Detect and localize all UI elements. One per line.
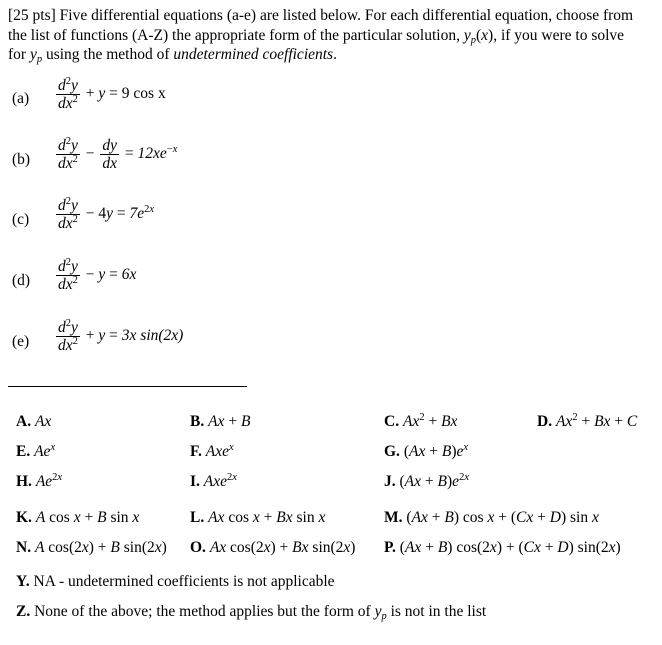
choice-P: P. (Ax + B) cos(2x) + (Cx + D) sin(2x) (384, 539, 621, 556)
choice-G: G. $(Ax + B)e^x$ (384, 442, 469, 460)
equation-label-d: (d) (12, 272, 31, 289)
choice-B: B. Ax + B (190, 413, 251, 430)
equation-e: $\frac{d^2y}{dx^2}$ + y = 3x sin(2x) (58, 318, 184, 354)
choice-N: N. A cos(2x) + B sin(2x) (16, 539, 167, 556)
intro-line-2: the list of functions (A-Z) the appropriate form of the particular solution, (8, 26, 464, 44)
choice-D: D. $Ax^2 + Bx + C$ (537, 412, 638, 430)
choice-Y: Y. NA - undetermined coefficients is not applicable (16, 573, 335, 590)
choice-E: E. Ae$^x$ (16, 442, 56, 460)
equation-b: $\frac{d^2y}{dx^2}$ − $\frac{dy}{dx}$ = $12xe^{-x}$ (58, 136, 178, 172)
equation-c: $\frac{d^2y}{dx^2}$ − $4y = 7e^{2x}$ (58, 196, 155, 232)
choice-J: J. $(Ax + B)e^{2x}$ (384, 472, 469, 490)
points-label: [25 pts] (8, 7, 56, 24)
intro-line-1: Five differential equations (a-e) are listed below. For each differential equation, choose from (59, 7, 634, 24)
equation-a: $\frac{d^2y}{dx^2}$ + y = 9 cos x (58, 76, 166, 112)
equation-b-rhs: 12xe (137, 145, 167, 163)
choice-H: H. $Ae^{2x}$ (16, 472, 63, 490)
choice-C: C. $Ax^2 + Bx$ (384, 412, 458, 430)
intro-line-2b: , if you were to solve (493, 26, 625, 44)
intro-line-3b: using the method of (42, 46, 174, 63)
choice-Y-text: NA - undetermined coefficients is not applicable (33, 573, 335, 590)
equation-label-e: (e) (12, 333, 30, 350)
choice-I: I. Axe$^{2x}$ (190, 472, 237, 490)
equation-c-rhs: 7e (129, 205, 145, 223)
choice-K: K. A cos x + B sin x (16, 509, 140, 526)
equation-a-rhs: 9 cos x (121, 85, 166, 103)
equation-d-rhs: 6x (121, 266, 137, 284)
intro-line-3a: for (8, 46, 30, 63)
problem-intro: [25 pts] Five differential equations (a-e) are listed below. For each differential equation, choose from the list of functions (A-Z) the appropriate form of the particular solution, $y_p(x)$, if you were to solve for $y_p$ using the method of undetermined coefficients. (8, 7, 634, 65)
choice-Z-text-2: is not in the list (386, 603, 487, 620)
equation-label-b: (b) (12, 151, 31, 168)
choice-L: L. Ax cos x + Bx sin x (190, 509, 326, 526)
equation-label-a: (a) (12, 90, 30, 107)
choice-O: O. Ax cos(2x) + Bx sin(2x) (190, 539, 356, 556)
choice-Z-text-1: None of the above; the method applies but the form of (34, 603, 375, 620)
equation-e-rhs: 3x sin(2x) (121, 327, 184, 345)
section-divider (8, 386, 247, 387)
choice-Z: Z. None of the above; the method applies but the form of $y_p$ is not in the list (16, 603, 487, 622)
equation-label-c: (c) (12, 211, 30, 228)
choice-M: M. (Ax + B) cos x + (Cx + D) sin x (384, 509, 599, 526)
method-name: undetermined coefficients (173, 46, 334, 63)
choice-F: F. Axe$^x$ (190, 442, 234, 460)
equation-d: $\frac{d^2y}{dx^2}$ − y = 6x (58, 257, 137, 293)
choice-A: A. Ax (16, 413, 52, 430)
